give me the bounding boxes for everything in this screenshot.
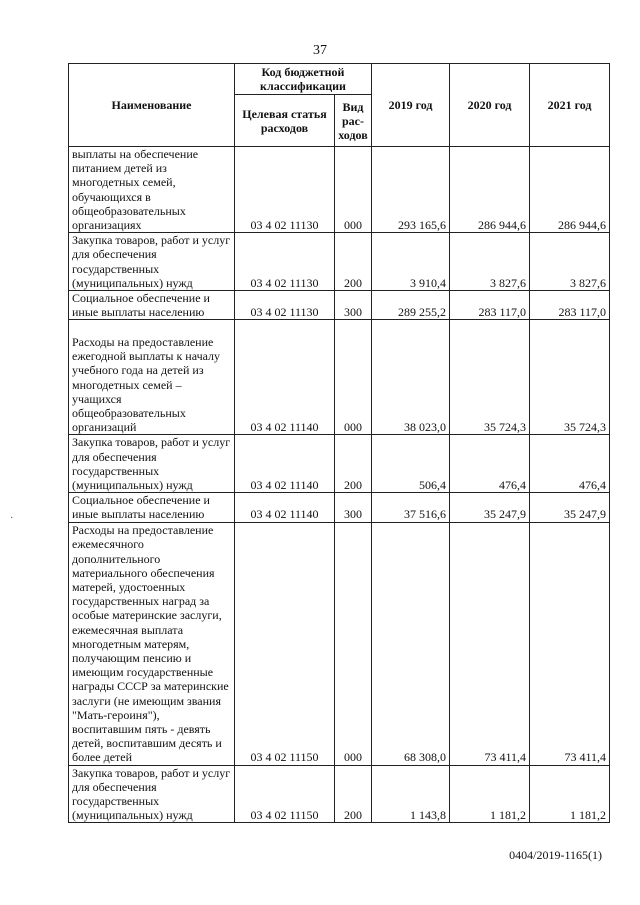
table-row: [69, 291, 610, 320]
row-value-2019: 293 165,6: [372, 147, 450, 233]
row-value-2019: 289 255,2: [372, 291, 450, 320]
margin-mark: ·: [10, 513, 14, 524]
row-expense-type: 000: [335, 320, 372, 435]
row-target-article: 03 4 02 11130: [235, 291, 335, 320]
row-value-2020: 286 944,6: [450, 147, 530, 233]
row-expense-type: 000: [335, 147, 372, 233]
row-expense-type: 200: [335, 765, 372, 823]
row-name: Социальное обеспечение и иные выплаты населению: [69, 493, 235, 522]
row-value-2019: 3 910,4: [372, 233, 450, 291]
row-expense-type: 200: [335, 233, 372, 291]
table-body: [69, 147, 610, 823]
table-row: [69, 493, 610, 522]
row-value-2019: 37 516,6: [372, 493, 450, 522]
header-name: Наименование: [69, 64, 235, 147]
row-value-2020: 35 247,9: [450, 493, 530, 522]
row-expense-type: 300: [335, 493, 372, 522]
row-target-article: 03 4 02 11150: [235, 522, 335, 765]
row-expense-type: 200: [335, 435, 372, 493]
row-value-2021: 286 944,6: [530, 147, 610, 233]
row-value-2021: 35 247,9: [530, 493, 610, 522]
table-row: [69, 765, 610, 823]
row-value-2020: 1 181,2: [450, 765, 530, 823]
row-value-2021: 35 724,3: [530, 320, 610, 435]
row-target-article: 03 4 02 11140: [235, 320, 335, 435]
row-value-2019: 1 143,8: [372, 765, 450, 823]
table-row: [69, 147, 610, 233]
header-budget-code: Код бюджетной классификации: [235, 64, 372, 95]
row-name: Закупка товаров, работ и услуг для обеспечения государственных (муниципальных) нужд: [69, 435, 235, 493]
row-name: Закупка товаров, работ и услуг для обеспечения государственных (муниципальных) нужд: [69, 765, 235, 823]
row-value-2020: 476,4: [450, 435, 530, 493]
row-value-2021: 283 117,0: [530, 291, 610, 320]
row-value-2019: 506,4: [372, 435, 450, 493]
row-value-2021: 476,4: [530, 435, 610, 493]
table-row: [69, 233, 610, 291]
row-name: Закупка товаров, работ и услуг для обеспечения государственных (муниципальных) нужд: [69, 233, 235, 291]
header-expense-type: Вид рас- ходов: [335, 95, 372, 147]
row-value-2020: 73 411,4: [450, 522, 530, 765]
budget-table: [68, 63, 610, 823]
table-row: [69, 320, 610, 435]
row-expense-type: 000: [335, 522, 372, 765]
row-value-2019: 68 308,0: [372, 522, 450, 765]
row-target-article: 03 4 02 11130: [235, 233, 335, 291]
row-value-2021: 3 827,6: [530, 233, 610, 291]
row-target-article: 03 4 02 11140: [235, 493, 335, 522]
row-value-2020: 3 827,6: [450, 233, 530, 291]
row-value-2021: 1 181,2: [530, 765, 610, 823]
table-row: [69, 435, 610, 493]
row-target-article: 03 4 02 11150: [235, 765, 335, 823]
row-name: Расходы на предоставление ежемесячного дополнительного материального обеспечения матерей, удостоенных государственных наград за особые материнские заслуги, ежемесячная выплата многодетным матерям, получающим пенсию и имеющим государственные награды СССР за материнские заслуги (не имеющим звания "Мать-героиня"), воспитавшим пять - девять детей, воспитавшим десять и более детей: [69, 522, 235, 765]
table-row: [69, 522, 610, 765]
header-year-2020: 2020 год: [450, 64, 530, 147]
row-expense-type: 300: [335, 291, 372, 320]
row-target-article: 03 4 02 11140: [235, 435, 335, 493]
document-number: 0404/2019-1165(1): [509, 848, 602, 862]
header-year-2019: 2019 год: [372, 64, 450, 147]
header-year-2021: 2021 год: [530, 64, 610, 147]
row-name: Социальное обеспечение и иные выплаты населению: [69, 291, 235, 320]
page-number: 37: [313, 43, 327, 58]
row-value-2020: 35 724,3: [450, 320, 530, 435]
row-value-2020: 283 117,0: [450, 291, 530, 320]
row-target-article: 03 4 02 11130: [235, 147, 335, 233]
row-name: выплаты на обеспечение питанием детей из многодетных семей, обучающихся в общеобразовательных организациях: [69, 147, 235, 233]
row-value-2021: 73 411,4: [530, 522, 610, 765]
row-value-2019: 38 023,0: [372, 320, 450, 435]
row-name: Расходы на предоставление ежегодной выплаты к началу учебного года на детей из многодетных семей – учащихся общеобразовательных организаций: [69, 320, 235, 435]
header-target-article: Целевая статья расходов: [235, 95, 335, 147]
